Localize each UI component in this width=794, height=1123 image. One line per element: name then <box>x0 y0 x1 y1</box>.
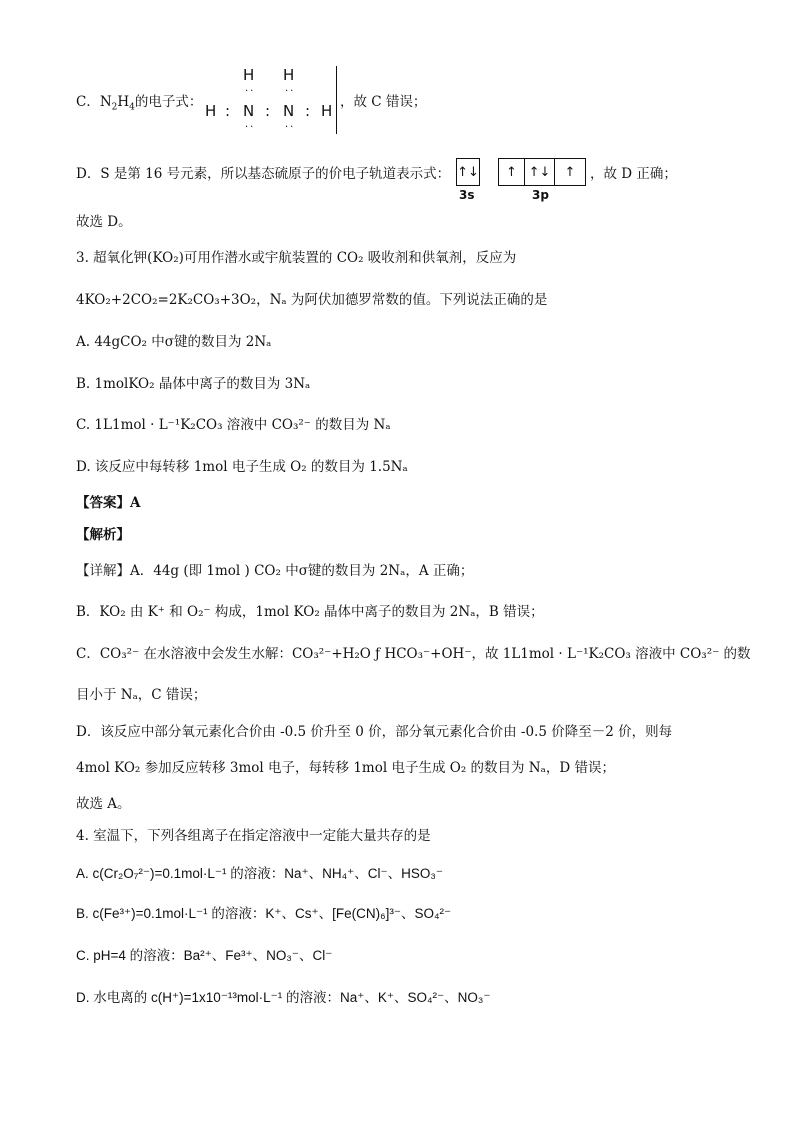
q4-option-b: B. c(Fe³⁺)=0.1mol·L⁻¹ 的溶液：K⁺、Cs⁺、[Fe(CN)₆]³⁻、SO₄²⁻ <box>76 906 452 921</box>
q4-stem: 4. 室温下，下列各组离子在指定溶液中一定能大量共存的是 <box>76 828 431 844</box>
lewis-dots-top-2: ·· <box>285 86 296 97</box>
n2h4-electron-formula <box>205 66 345 134</box>
divider-line <box>336 66 337 134</box>
lewis-colon-3: : <box>305 102 311 120</box>
answer-label: 【答案】A <box>76 495 141 511</box>
detail-b: B．KO₂ 由 K⁺ 和 O₂⁻ 构成，1mol KO₂ 晶体中离子的数目为 2Nₐ，B 错误； <box>76 604 544 620</box>
q3-stem-2: 4KO₂+2CO₂=2K₂CO₃+3O₂，Nₐ 为阿伏加德罗常数的值。下列说法正确的是 <box>76 292 548 308</box>
orbital-3s-box: ↑↓ <box>457 164 479 180</box>
q4-option-c: C. pH=4 的溶液：Ba²⁺、Fe³⁺、NO₃⁻、Cl⁻ <box>76 948 333 963</box>
option-c-n2h4: C．$N_2H_4$的电子式： <box>76 94 203 113</box>
orbital-3p-box-3: ↑ <box>564 164 576 180</box>
lewis-h-left: H <box>205 102 217 120</box>
lewis-colon-2: : <box>265 102 271 120</box>
label-3s: 3s <box>459 188 475 202</box>
choose-d: 故选 D。 <box>76 214 132 230</box>
lewis-h-right: H <box>321 102 333 120</box>
lewis-dots-top-1: ·· <box>245 86 256 97</box>
choose-a: 故选 A。 <box>76 796 131 812</box>
q3-option-b: B. 1molKO₂ 晶体中离子的数目为 3Nₐ <box>76 376 311 392</box>
lewis-dots-bottom-2: ·· <box>285 122 296 133</box>
lewis-colon-1: : <box>225 102 231 120</box>
label-3p: 3p <box>532 188 549 202</box>
lewis-dots-bottom-1: ·· <box>245 122 256 133</box>
lewis-h-top-2: H <box>283 66 295 84</box>
detail-a: 【详解】A．44g (即 1mol ) CO₂ 中σ键的数目为 2Nₐ，A 正确； <box>76 563 474 579</box>
orbital-3p-box-2: ↑↓ <box>525 159 555 185</box>
lewis-n-2: N <box>283 102 295 120</box>
detail-c-1: C．CO₃²⁻ 在水溶液中会发生水解：CO₃²⁻+H₂O ƒ HCO₃⁻+OH⁻，故 1L1mol · L⁻¹K₂CO₃ 溶液中 CO₃²⁻ 的数 <box>76 646 751 662</box>
detail-c-2: 目小于 Nₐ，C 错误； <box>76 687 207 703</box>
q3-option-d: D. 该反应中每转移 1mol 电子生成 O₂ 的数目为 1.5Nₐ <box>76 459 408 475</box>
lewis-n-1: N <box>243 102 255 120</box>
detail-d-2: 4mol KO₂ 参加反应转移 3mol 电子，每转移 1mol 电子生成 O₂ 的数目为 Nₐ，D 错误； <box>76 760 615 776</box>
q3-stem-1: 3. 超氧化钾(KO₂)可用作潜水或宇航装置的 CO₂ 吸收剂和供氧剂，反应为 <box>76 250 517 266</box>
analysis-label: 【解析】 <box>76 527 130 543</box>
orbital-3p-box-1: ↑ <box>499 159 525 185</box>
q3-option-c: C. 1L1mol · L⁻¹K₂CO₃ 溶液中 CO₃²⁻ 的数目为 Nₐ <box>76 417 391 433</box>
orbital-3s <box>456 158 480 186</box>
q4-option-a: A. c(Cr₂O₇²⁻)=0.1mol·L⁻¹ 的溶液：Na⁺、NH₄⁺、Cl⁻、HSO₃⁻ <box>76 866 444 881</box>
option-d-text: D．S 是第 16 号元素，所以基态硫原子的价电子轨道表示式： <box>76 166 451 182</box>
q4-option-d: D. 水电离的 c(H⁺)=1x10⁻¹³mol·L⁻¹ 的溶液：Na⁺、K⁺、SO₄²⁻、NO₃⁻ <box>76 990 491 1005</box>
q3-option-a: A. 44gCO₂ 中σ键的数目为 2Nₐ <box>76 334 272 350</box>
orbital-3p <box>498 158 586 186</box>
option-d-conclusion: ，故 D 正确； <box>590 166 677 182</box>
option-c-conclusion: ，故 C 错误； <box>340 94 427 110</box>
detail-d-1: D．该反应中部分氧元素化合价由 -0.5 价升至 0 价，部分氧元素化合价由 -0.5 价降至－2 价，则每 <box>76 724 673 740</box>
lewis-h-top-1: H <box>243 66 255 84</box>
